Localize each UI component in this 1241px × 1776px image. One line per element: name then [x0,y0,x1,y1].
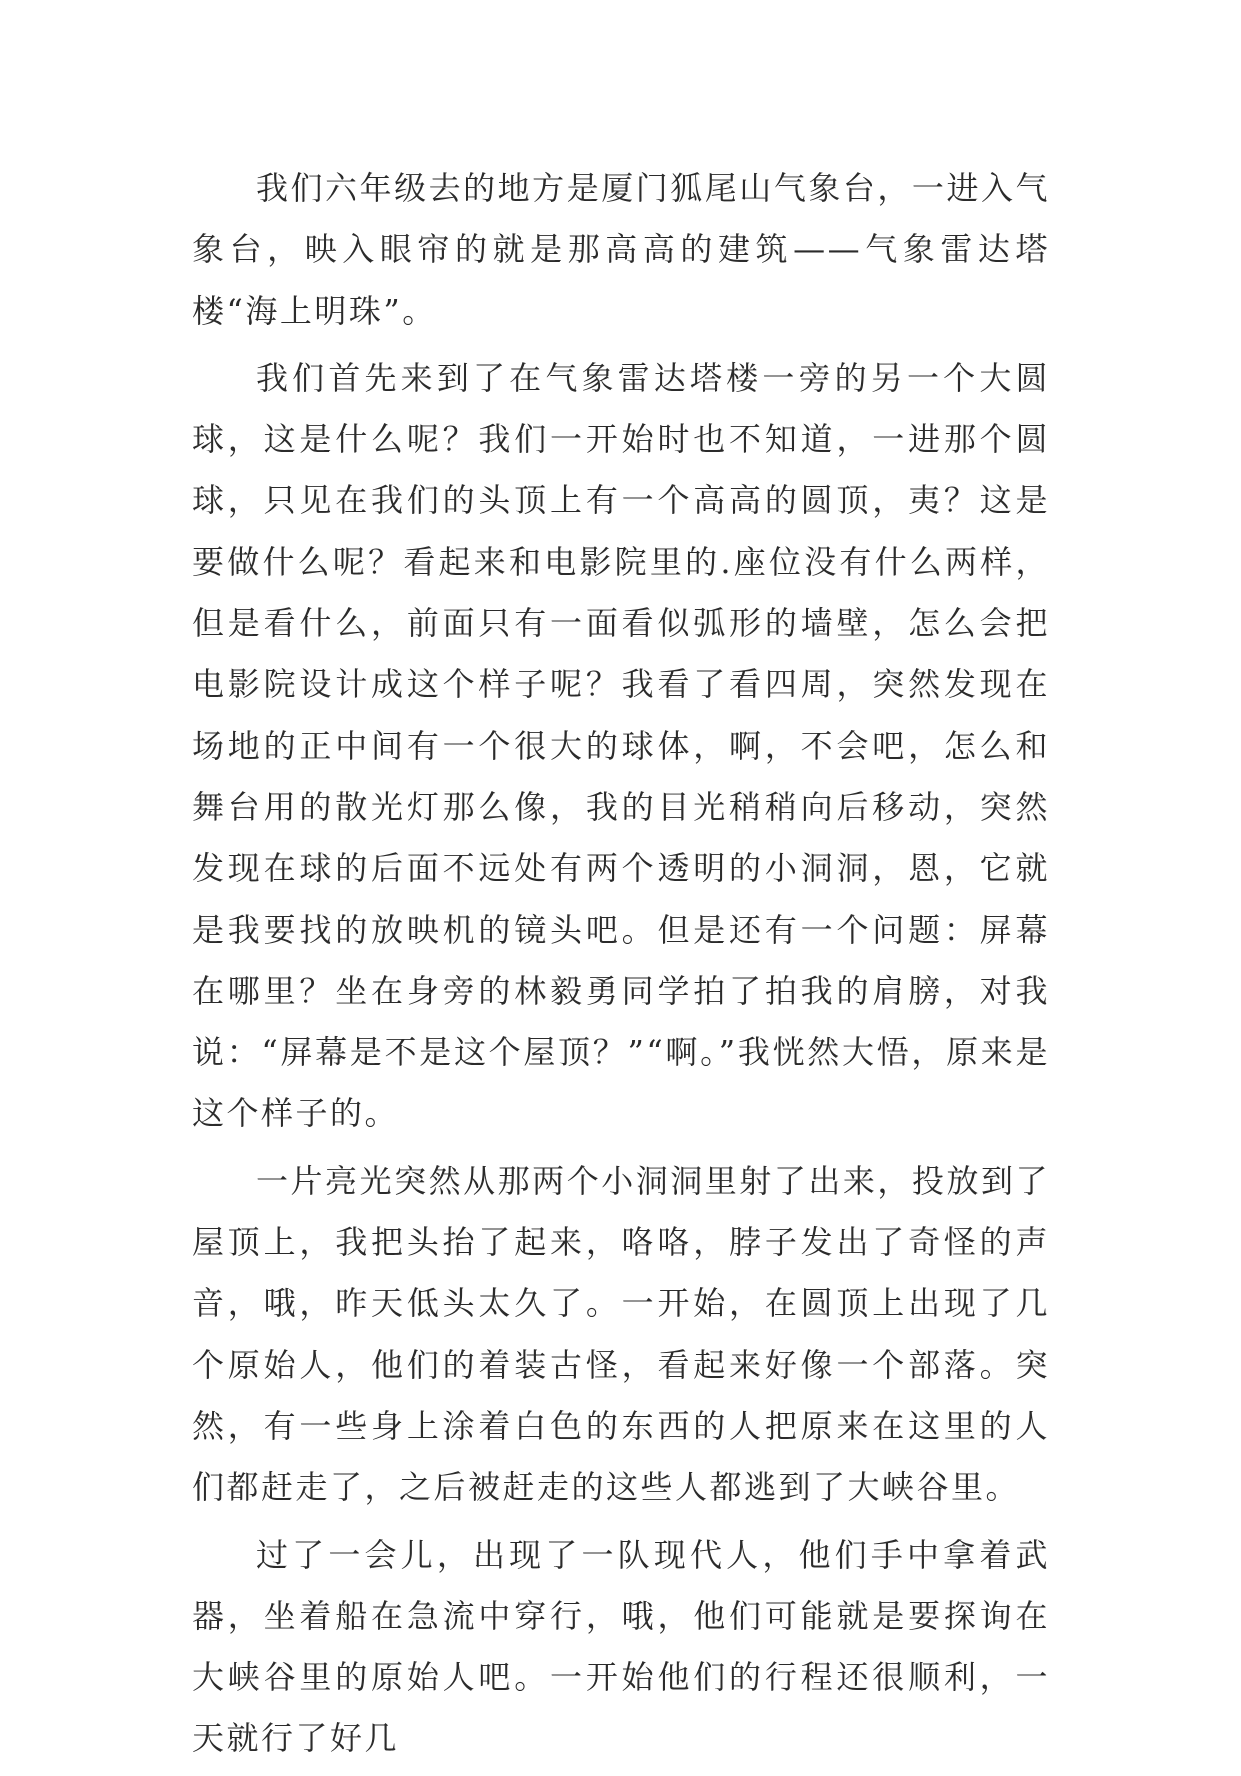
paragraph-1: 我们六年级去的地方是厦门狐尾山气象台，一进入气象台，映入眼帘的就是那高高的建筑——气象雷达塔楼“海上明珠”。 [192,169,1050,330]
paragraph-4: 过了一会儿，出现了一队现代人，他们手中拿着武器，坐着船在急流中穿行，哦，他们可能就是要探询在大峡谷里的原始人吧。一开始他们的行程还很顺利，一天就行了好几 [192,1535,1050,1758]
document-body [192,158,1050,1776]
paragraph-2: 我们首先来到了在气象雷达塔楼一旁的另一个大圆球，这是什么呢？我们一开始时也不知道，一进那个圆球，只见在我们的头顶上有一个高高的圆顶，夷？这是要做什么呢？看起来和电影院里的.座位没有什么两样，但是看什么，前面只有一面看似弧形的墙壁，怎么会把电影院设计成这个样子呢？我看了看四周，突然发现在场地的正中间有一个很大的球体，啊，不会吧，怎么和舞台用的散光灯那么像，我的目光稍稍向后移动，突然发现在球的后面不远处有两个透明的小洞洞，恩，它就是我要找的放映机的镜头吧。但是还有一个问题：屏幕在哪里？坐在身旁的林毅勇同学拍了拍我的肩膀，对我说：“屏幕是不是这个屋顶？”“啊。”我恍然大悟，原来是这个样子的。 [192,358,1050,1133]
paragraph-3: 一片亮光突然从那两个小洞洞里射了出来，投放到了屋顶上，我把头抬了起来，咯咯，脖子发出了奇怪的声音，哦，昨天低头太久了。一开始，在圆顶上出现了几个原始人，他们的着装古怪，看起来好像一个部落。突然，有一些身上涂着白色的东西的人把原来在这里的人们都赶走了，之后被赶走的这些人都逃到了大峡谷里。 [192,1161,1050,1507]
